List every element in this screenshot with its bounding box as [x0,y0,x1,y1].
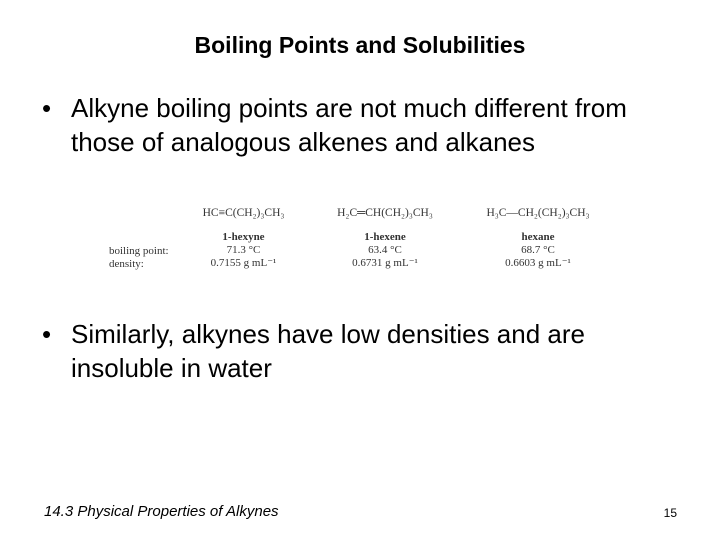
compound-formula: H₃C—CH₂(CH₂)₃CH₃ [486,207,590,219]
compound-boiling-point: 68.7 °C [521,244,555,256]
bullet-marker: • [42,319,52,349]
bullet-text: Alkyne boiling points are not much different from those of analogous alkenes and alkanes [71,93,627,157]
compound-boiling-point: 71.3 °C [226,244,261,256]
boiling-point-label: boiling point: [109,245,169,257]
density-label: density: [109,258,144,270]
compound-formula: H₂C═CH(CH₂)₃CH₃ [337,207,433,219]
compound-density: 0.6731 g mL⁻¹ [352,257,418,269]
slide-title: Boiling Points and Solubilities [194,32,526,58]
compound-density: 0.7155 g mL⁻¹ [210,257,277,269]
compound-formula: HC≡C(CH₂)₃CH₃ [202,207,285,219]
page-number: 15 [663,506,677,520]
compound-column-hexane [468,203,608,270]
compound-comparison-figure [106,203,616,278]
bullet-item [42,91,682,159]
compound-column-hexene [320,203,450,270]
bullet-marker: • [42,93,52,123]
slide-footer: 14.3 Physical Properties of Alkynes [44,503,279,520]
bullet-item [42,317,682,385]
figure-row-labels [109,245,169,271]
bullet-text: Similarly, alkynes have low densities and are insoluble in water [71,319,585,383]
compound-boiling-point: 63.4 °C [368,244,402,256]
compound-name: 1-hexene [364,231,406,243]
compound-column-hexyne [186,203,301,270]
compound-density: 0.6603 g mL⁻¹ [505,257,571,269]
compound-name: hexane [521,231,555,243]
compound-name: 1-hexyne [222,231,265,243]
